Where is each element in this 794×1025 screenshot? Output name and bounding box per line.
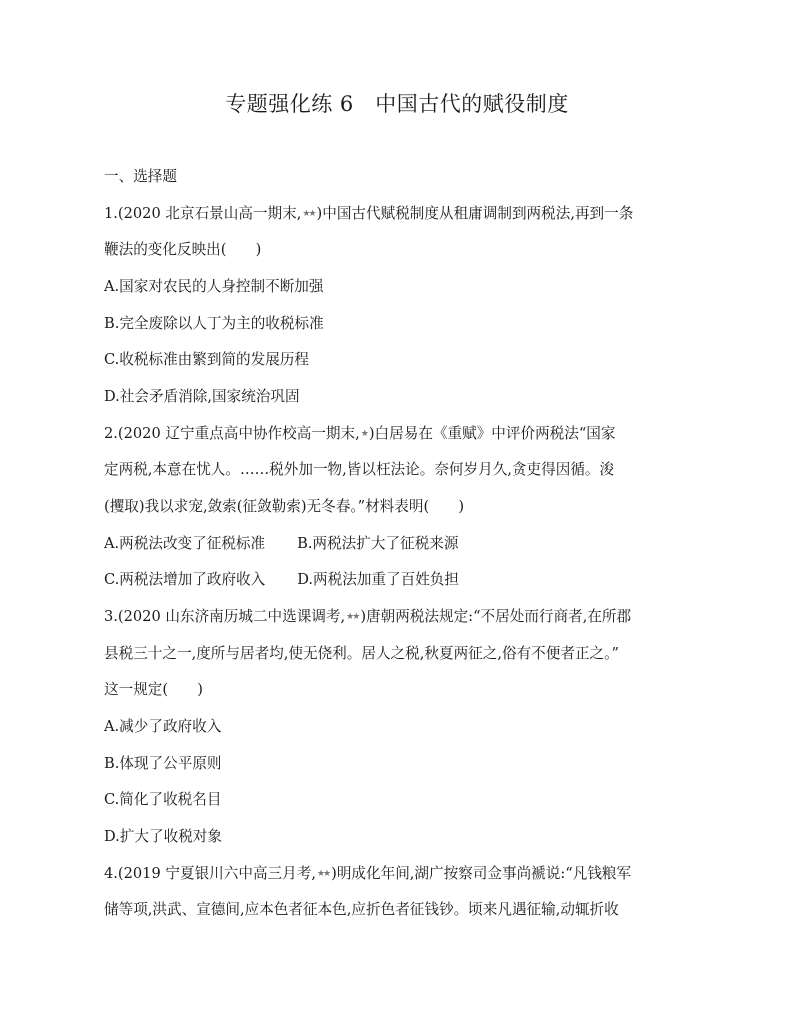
question-2-text: )白居易在《重赋》中评价两税法“国家 — [368, 425, 616, 442]
question-3-stem-line-3: 这一规定( ) — [104, 681, 203, 698]
page-title: 专题强化练 6 中国古代的赋役制度 — [225, 92, 569, 116]
question-1-option-a: A.国家对农民的人身控制不断加强 — [104, 278, 324, 295]
question-3-source: 3.(2020 山东济南历城二中选课调考, — [104, 608, 346, 625]
question-2-option-d: D.两税法加重了百姓负担 — [297, 571, 459, 588]
section-heading: 一、选择题 — [104, 168, 177, 185]
question-2-option-b: B.两税法扩大了征税来源 — [297, 535, 459, 552]
question-1-stem-line-1 — [104, 204, 633, 224]
question-3-stem-line-1 — [104, 607, 631, 627]
star-rating-icon: ★★ — [346, 612, 359, 622]
question-2-stem-line-2: 定两税,本意在忧人。……税外加一物,皆以枉法论。奈何岁月久,贪吏得因循。浚 — [104, 461, 615, 478]
question-4-stem-line-2: 储等项,洪武、宣德间,应本色者征本色,应折色者征钱钞。顷来凡遇征输,动辄折收 — [104, 901, 619, 918]
question-2-option-a: A.两税法改变了征税标准 — [104, 535, 266, 552]
question-3-option-c: C.简化了收税名目 — [104, 791, 222, 808]
question-3-option-b: B.体现了公平原则 — [104, 755, 222, 772]
star-rating-icon: ★★ — [316, 869, 330, 879]
question-3-text: )唐朝两税法规定:“不居处而行商者,在所郡 — [360, 608, 632, 625]
question-2-source: 2.(2020 辽宁重点高中协作校高一期末, — [104, 425, 360, 442]
question-1-option-c: C.收税标准由繁到简的发展历程 — [104, 351, 310, 368]
question-2-option-c: C.两税法增加了政府收入 — [104, 571, 266, 588]
question-1-text: )中国古代赋税制度从租庸调制到两税法,再到一条 — [316, 205, 634, 222]
question-1-option-b: B.完全废除以人丁为主的收税标准 — [104, 315, 324, 332]
question-2-stem-line-1 — [104, 424, 616, 444]
question-4-text: )明成化年间,湖广按察司佥事尚褫说:“凡钱粮军 — [331, 865, 632, 882]
star-rating-icon: ★ — [360, 429, 367, 439]
question-4-stem-line-1 — [104, 864, 631, 884]
question-1-stem-line-2: 鞭法的变化反映出( ) — [104, 241, 262, 258]
star-rating-icon: ★★ — [302, 209, 315, 219]
question-1-option-d: D.社会矛盾消除,国家统治巩固 — [104, 388, 300, 405]
question-3-option-d: D.扩大了收税对象 — [104, 828, 222, 845]
question-2-options-row-2 — [104, 570, 459, 590]
question-2-stem-line-3: (攫取)我以求宠,敛索(征敛勒索)无冬春。”材料表明( ) — [104, 498, 465, 515]
question-3-stem-line-2: 县税三十之一,度所与居者均,使无侥利。居人之税,秋夏两征之,俗有不便者正之。” — [104, 645, 619, 662]
question-3-option-a: A.减少了政府收入 — [104, 718, 222, 735]
question-2-options-row-1 — [104, 534, 458, 554]
question-1-source: 1.(2020 北京石景山高一期末, — [104, 205, 302, 222]
question-4-source: 4.(2019 宁夏银川六中高三月考, — [104, 865, 316, 882]
